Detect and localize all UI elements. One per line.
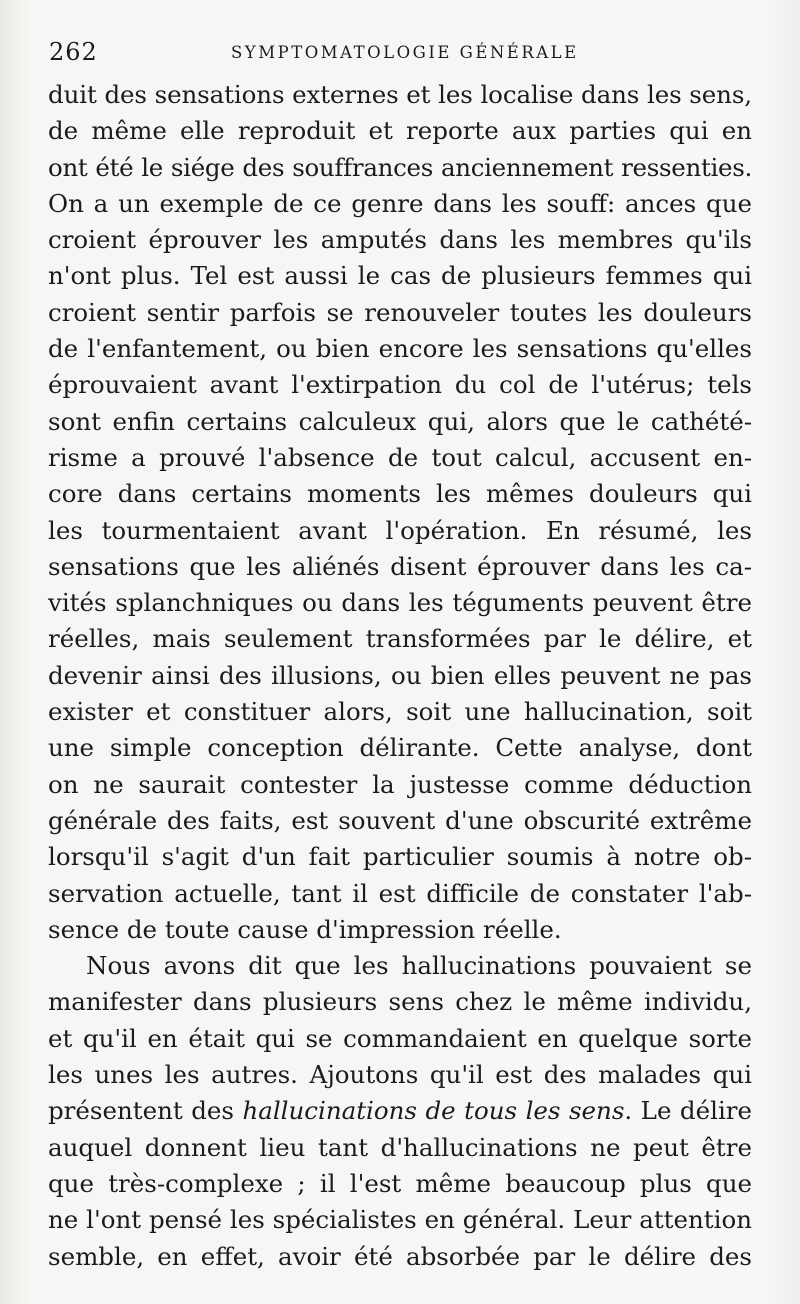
body-text [48,77,752,1275]
text-line: On a un exemple de ce genre dans les souff: ances que [48,188,752,218]
text-line: manifester dans plusieurs sens chez le même individu, [48,987,752,1017]
page-number: 262 [49,38,98,66]
text-line: semble, en effet, avoir été absorbée par le délire des [48,1241,752,1271]
paragraph-first-line: Nous avons dit que les hallucinations pouvaient se [86,951,752,981]
text-line: croient éprouver les amputés dans les membres qu'ils [48,225,752,255]
text-line: core dans certains moments les mêmes douleurs qui [48,479,752,509]
text-line: générale des faits, est souvent d'une obscurité extrême [48,805,752,835]
text-line: servation actuelle, tant il est difficile de constater l'ab- [48,878,752,908]
text-line: éprouvaient avant l'extirpation du col de l'utérus; tels [48,370,752,400]
text-line: ont été le siége des souffrances anciennement ressenties. [48,152,752,182]
text-segment: présentent des [48,1096,243,1126]
text-line: exister et constituer alors, soit une hallucination, soit [48,697,752,727]
text-line: une simple conception délirante. Cette analyse, dont [48,733,752,763]
text-line: de l'enfantement, ou bien encore les sensations qu'elles [48,334,752,364]
text-line-with-italic [48,1093,752,1129]
text-line: sont enfin certains calculeux qui, alors que le cathété- [48,406,752,436]
text-line: croient sentir parfois se renouveler toutes les douleurs [48,297,752,327]
italic-phrase: hallucinations de tous les sens [242,1096,625,1126]
text-line: n'ont plus. Tel est aussi le cas de plusieurs femmes qui [48,261,752,291]
text-line: réelles, mais seulement transformées par le délire, et [48,624,752,654]
text-line: vités splanchniques ou dans les téguments peuvent être [48,588,752,618]
running-head: SYMPTOMATOLOGIE GÉNÉRALE [231,43,579,62]
text-line: et qu'il en était qui se commandaient en quelque sorte [48,1023,752,1053]
text-line: ne l'ont pensé les spécialistes en général. Leur attention [48,1205,752,1235]
text-line: duit des sensations externes et les localise dans les sens, [48,80,752,109]
text-line: lorsqu'il s'agit d'un fait particulier soumis à notre ob- [48,842,752,872]
text-segment: . Le délire [624,1096,752,1126]
text-line: on ne saurait contester la justesse comme déduction [48,769,752,799]
text-line: devenir ainsi des illusions, ou bien elles peuvent ne pas [48,660,752,690]
text-line: les unes les autres. Ajoutons qu'il est des malades qui [48,1060,752,1090]
text-line: sence de toute cause d'impression réelle. [48,914,562,944]
text-line: que très-complexe ; il l'est même beaucoup plus que [48,1168,752,1198]
text-line: auquel donnent lieu tant d'hallucinations ne peut être [48,1132,752,1162]
text-line: de même elle reproduit et reporte aux parties qui en [48,116,752,146]
text-line: les tourmentaient avant l'opération. En résumé, les [48,515,752,545]
page-header [49,38,751,68]
text-line: risme a prouvé l'absence de tout calcul, accusent en- [48,442,752,472]
text-line: sensations que les aliénés disent éprouver dans les ca- [48,551,752,581]
